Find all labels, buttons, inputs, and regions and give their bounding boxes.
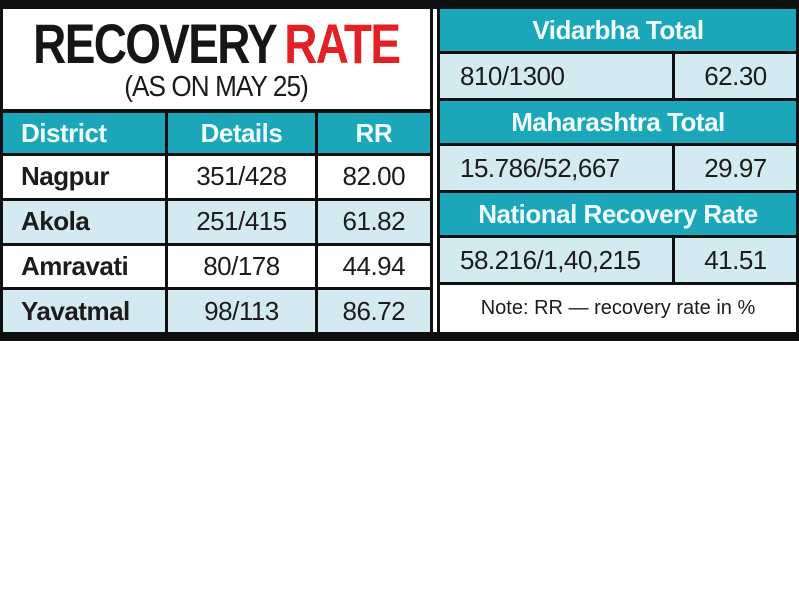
column-header-rr: RR [315,113,430,153]
table-row-akola [3,198,430,243]
district-name: Nagpur [21,161,109,192]
district-table [3,113,430,332]
note: Note: RR — recovery rate in % [440,282,796,332]
column-header-district: District [21,117,107,148]
summary-header-national: National Recovery Rate [440,190,796,235]
summary-rate: 29.97 [704,152,767,183]
summary-row-maharashtra [440,143,796,190]
title-text-red: RATE [284,11,400,75]
district-details: 351/428 [165,156,314,198]
district-table-header [3,113,430,153]
summary-details: 58.216/1,40,215 [440,238,675,282]
district-rr: 86.72 [315,290,430,332]
table-row-yavatmal [3,287,430,332]
table-row-nagpur [3,153,430,198]
district-details: 80/178 [165,246,314,288]
summary-row-national [440,235,796,282]
column-header-details: Details [165,113,314,153]
district-details: 251/415 [165,201,314,243]
district-details: 98/113 [165,290,314,332]
summary-rate: 41.51 [704,244,767,275]
district-rr: 82.00 [315,156,430,198]
summary-header-maharashtra: Maharashtra Total [440,98,796,143]
district-name: Amravati [21,250,129,281]
page-title [33,11,400,75]
summary-header-vidarbha: Vidarbha Total [440,9,796,51]
summary-panel [437,9,799,332]
summary-details: 15.786/52,667 [440,146,675,190]
bottom-border-bar [0,332,799,341]
district-rr: 44.94 [315,246,430,288]
district-name: Yavatmal [21,295,130,326]
title-box [3,9,430,113]
top-border-bar [0,0,799,9]
summary-row-vidarbha [440,51,796,98]
district-panel [0,9,433,332]
title-date: (AS ON MAY 25) [124,70,309,103]
district-name: Akola [21,206,90,237]
table-row-amravati [3,243,430,288]
district-rr: 61.82 [315,201,430,243]
title-text-black: RECOVERY [33,11,277,75]
summary-details: 810/1300 [440,54,675,98]
summary-rate: 62.30 [704,60,767,91]
